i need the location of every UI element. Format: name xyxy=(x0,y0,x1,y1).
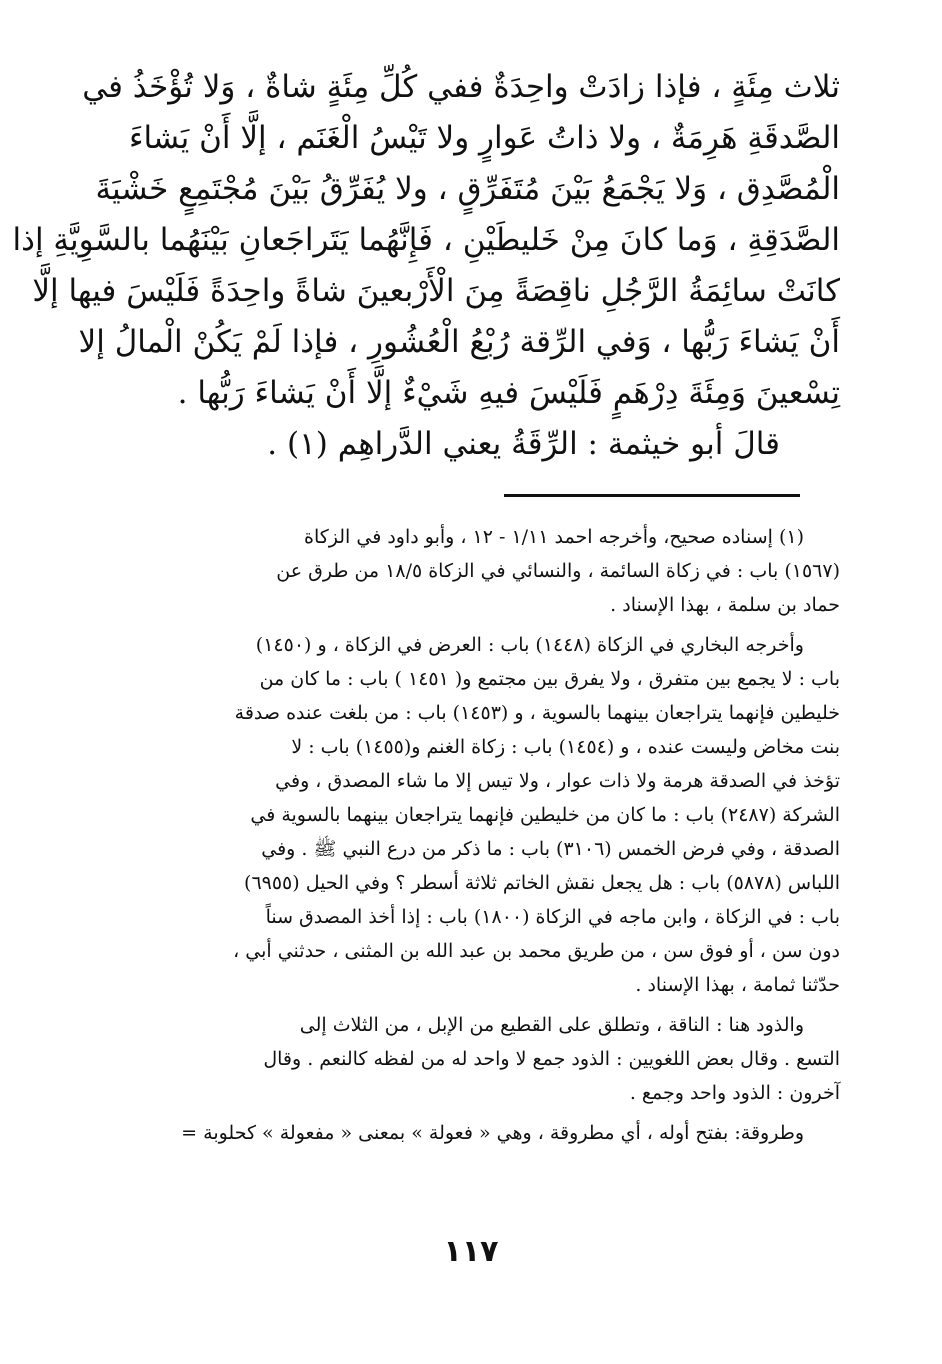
footnote-line: وأخرجه البخاري في الزكاة (١٤٤٨) باب : العرض في الزكاة ، و (١٤٥٠) xyxy=(255,634,804,656)
footnote-line: تؤخذ في الصدقة هرمة ولا ذات عوار ، ولا تيس إلا ما شاء المصدق ، وفي xyxy=(275,770,840,792)
page-number: ١١٧ xyxy=(443,1234,499,1269)
footnote-line: وطروقة: بفتح أوله ، أي مطروقة ، وهي « فعولة » بمعنى « مفعولة » كحلوبة = xyxy=(181,1122,804,1144)
footnote-line: خليطين فإنهما يتراجعان بينهما بالسوية ، و (١٤٥٣) باب : من بلغت عنده صدقة xyxy=(234,702,840,724)
footnotes xyxy=(100,520,840,1150)
main-text-line: الصَّدقَةِ هَرِمَةٌ ، ولا ذاتُ عَوارٍ ولا تَيْسُ الْغَنَم ، إلَّا أَنْ يَشاءَ xyxy=(128,120,840,156)
main-text-line: الصَّدَقِةِ ، وَما كانَ مِنْ خَليطَيْنِ ، فَإِنَّهُما يَتَراجَعانِ بَيْنَهُما بالسَّوِيَّةِ إذا xyxy=(12,222,840,258)
footnote-divider xyxy=(504,494,800,497)
footnote-line: باب : لا يجمع بين متفرق ، ولا يفرق بين مجتمع و( ١٤٥١ ) باب : ما كان من xyxy=(259,668,840,690)
footnote-line: باب : في الزكاة ، وابن ماجه في الزكاة (١٨٠٠) باب : إذا أخذ المصدق سناً xyxy=(265,906,840,928)
footnote-line: (١) إسناده صحيح، وأخرجه احمد ١/١١ - ١٢ ، وأبو داود في الزكاة xyxy=(304,526,804,548)
footnote-line: الصدقة ، وفي فرض الخمس (٣١٠٦) باب : ما ذكر من درع النبي ﷺ . وفي xyxy=(261,838,840,860)
footnote-line: آخرون : الذود واحد وجمع . xyxy=(629,1082,840,1104)
footnote-line: والذود هنا : الناقة ، وتطلق على القطيع من الإبل ، من الثلاث إلى xyxy=(299,1014,804,1036)
main-text-line: أَنْ يَشاءَ رَبُّها ، وَفي الرِّقة رُبْعُ الْعُشُورِ ، فإذا لَمْ يَكُنْ الْمالُ إلا xyxy=(78,324,840,360)
main-text-line: كانَتْ سائِمَةُ الرَّجُلِ ناقِصَةً مِنَ الْأَرْبعينَ شاةً واحِدَةً فَلَيْسَ فيها إلَّا xyxy=(32,273,840,309)
main-text-line: تِسْعينَ وَمِئَةَ دِرْهَمٍ فَلَيْسَ فيهِ شَيْءٌ إلَّا أَنْ يَشاءَ رَبُّها . xyxy=(177,375,840,411)
footnote-line: حدّثنا ثمامة ، بهذا الإسناد . xyxy=(635,974,840,996)
footnote-line: التسع . وقال بعض اللغويين : الذود جمع لا واحد له من لفظه كالنعم . وقال xyxy=(263,1048,840,1070)
footnote-line: بنت مخاض وليست عنده ، و (١٤٥٤) باب : زكاة الغنم و(١٤٥٥) باب : لا xyxy=(291,736,840,758)
closing-line: قالَ أبو خيثمة : الرِّقَةُ يعني الدَّراهِم (١) . xyxy=(267,426,780,462)
footnote-line: الشركة (٢٤٨٧) باب : ما كان من خليطين فإنهما يتراجعان بينهما بالسوية في xyxy=(250,804,840,826)
main-text-line: ثلاث مِئَةٍ ، فإذا زادَتْ واحِدَةٌ ففي كُلِّ مِئَةٍ شاةٌ ، وَلا تُؤْخَذُ في xyxy=(82,69,840,105)
footnote-line: حماد بن سلمة ، بهذا الإسناد . xyxy=(610,594,840,616)
footnote-line: اللباس (٥٨٧٨) باب : هل يجعل نقش الخاتم ثلاثة أسطر ؟ وفي الحيل (٦٩٥٥) xyxy=(244,872,840,894)
main-hadith-text xyxy=(12,62,840,470)
footnote-line: دون سن ، أو فوق سن ، من طريق محمد بن عبد الله بن المثنى ، حدثني أبي ، xyxy=(233,940,840,962)
main-text-line: الْمُصَّدِق ، وَلا يَجْمَعُ بَيْنَ مُتَفَرِّقٍ ، ولا يُفَرِّقُ بَيْنَ مُجْتَمِعٍ خَشْيَةَ xyxy=(95,171,840,207)
footnote-line: (١٥٦٧) باب : في زكاة السائمة ، والنسائي في الزكاة ١٨/٥ من طرق عن xyxy=(276,560,840,582)
